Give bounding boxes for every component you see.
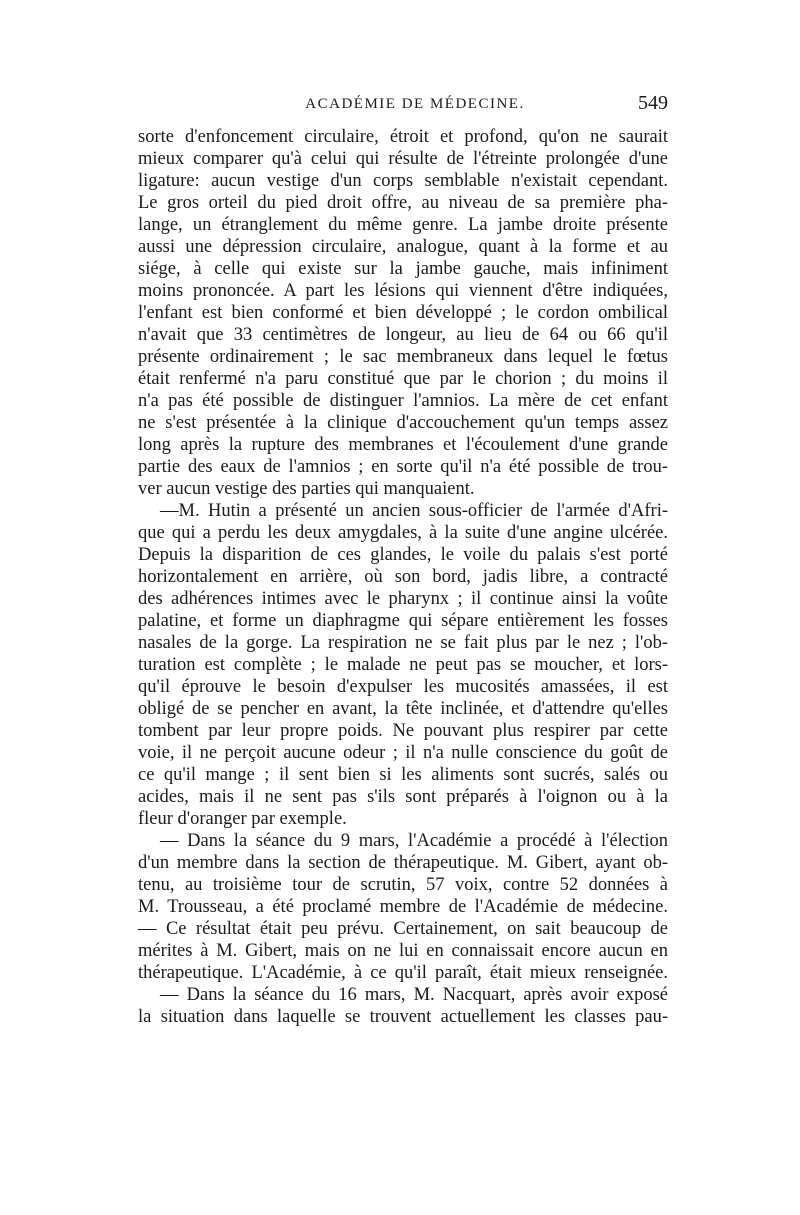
text-line: Le gros orteil du pied droit offre, au niveau de sa première pha- [138, 193, 668, 213]
text-line: siége, à celle qui existe sur la jambe gauche, mais infiniment [138, 259, 668, 279]
text-line: l'enfant est bien conformé et bien développé ; le cordon ombilical [138, 303, 668, 323]
text-line: acides, mais il ne sent pas s'ils sont préparés à l'oignon ou à la [138, 787, 668, 807]
text-line: tombent par leur propre poids. Ne pouvant plus respirer par cette [138, 721, 668, 741]
text-line: Depuis la disparition de ces glandes, le voile du palais s'est porté [138, 545, 668, 565]
running-title: ACADÉMIE DE MÉDECINE. [305, 96, 525, 112]
text-line: palatine, et forme un diaphragme qui sépare entièrement les fosses [138, 611, 668, 631]
text-line: — Dans la séance du 16 mars, M. Nacquart, après avoir exposé [160, 985, 668, 1005]
text-line: était renfermé n'a paru constitué que par le chorion ; du moins il [138, 369, 668, 389]
text-line: horizontalement en arrière, où son bord, jadis libre, a contracté [138, 567, 668, 587]
text-line: ver aucun vestige des parties qui manquaient. [138, 479, 475, 499]
text-line: M. Trousseau, a été proclamé membre de l'Académie de médecine. [138, 897, 668, 917]
text-line: qu'il éprouve le besoin d'expulser les mucosités amassées, il est [138, 677, 668, 697]
text-line: d'un membre dans la section de thérapeutique. M. Gibert, ayant ob- [138, 853, 668, 873]
text-line: mieux comparer qu'à celui qui résulte de l'étreinte prolongée d'une [138, 149, 668, 169]
text-line: n'avait que 33 centimètres de longeur, au lieu de 64 ou 66 qu'il [138, 325, 668, 345]
text-line: nasales de la gorge. La respiration ne se fait plus par le nez ; l'ob- [138, 633, 668, 653]
text-line: ligature: aucun vestige d'un corps semblable n'existait cependant. [138, 171, 668, 191]
text-line: thérapeutique. L'Académie, à ce qu'il paraît, était mieux renseignée. [138, 963, 668, 983]
text-line: la situation dans laquelle se trouvent actuellement les classes pau- [138, 1007, 668, 1027]
text-line: présente ordinairement ; le sac membraneux dans lequel le fœtus [138, 347, 668, 367]
text-line: des adhérences intimes avec le pharynx ; il continue ainsi la voûte [138, 589, 668, 609]
text-line: tenu, au troisième tour de scrutin, 57 voix, contre 52 données à [138, 875, 668, 895]
text-line: obligé de se pencher en avant, la tête inclinée, et d'attendre qu'elles [138, 699, 668, 719]
text-line: long après la rupture des membranes et l'écoulement d'une grande [138, 435, 668, 455]
page-number: 549 [638, 92, 668, 114]
text-line: partie des eaux de l'amnios ; en sorte qu'il n'a été possible de trou- [138, 457, 668, 477]
text-line: fleur d'oranger par exemple. [138, 809, 347, 829]
text-line: ne s'est présentée à la clinique d'accouchement qu'un temps assez [138, 413, 668, 433]
text-line: moins prononcée. A part les lésions qui viennent d'être indiquées, [138, 281, 668, 301]
text-line: turation est complète ; le malade ne peut pas se moucher, et lors- [138, 655, 668, 675]
book-page [138, 92, 668, 1028]
text-line: voie, il ne perçoit aucune odeur ; il n'a nulle conscience du goût de [138, 743, 668, 763]
text-line: lange, un étranglement du même genre. La jambe droite présente [138, 215, 668, 235]
body-text [138, 126, 668, 1028]
text-line: sorte d'enfoncement circulaire, étroit et profond, qu'on ne saurait [138, 127, 668, 147]
text-line: ce qu'il mange ; il sent bien si les aliments sont sucrés, salés ou [138, 765, 668, 785]
text-line: — Ce résultat était peu prévu. Certainement, on sait beaucoup de [138, 919, 668, 939]
text-line: — Dans la séance du 9 mars, l'Académie a procédé à l'élection [160, 831, 668, 851]
text-line: aussi une dépression circulaire, analogue, quant à la forme et au [138, 237, 668, 257]
text-line: que qui a perdu les deux amygdales, à la suite d'une angine ulcérée. [138, 523, 668, 543]
text-line: mérites à M. Gibert, mais on ne lui en connaissait encore aucun en [138, 941, 668, 961]
text-line: —M. Hutin a présenté un ancien sous-officier de l'armée d'Afri- [160, 501, 668, 521]
text-line: n'a pas été possible de distinguer l'amnios. La mère de cet enfant [138, 391, 668, 411]
running-header [138, 92, 668, 126]
